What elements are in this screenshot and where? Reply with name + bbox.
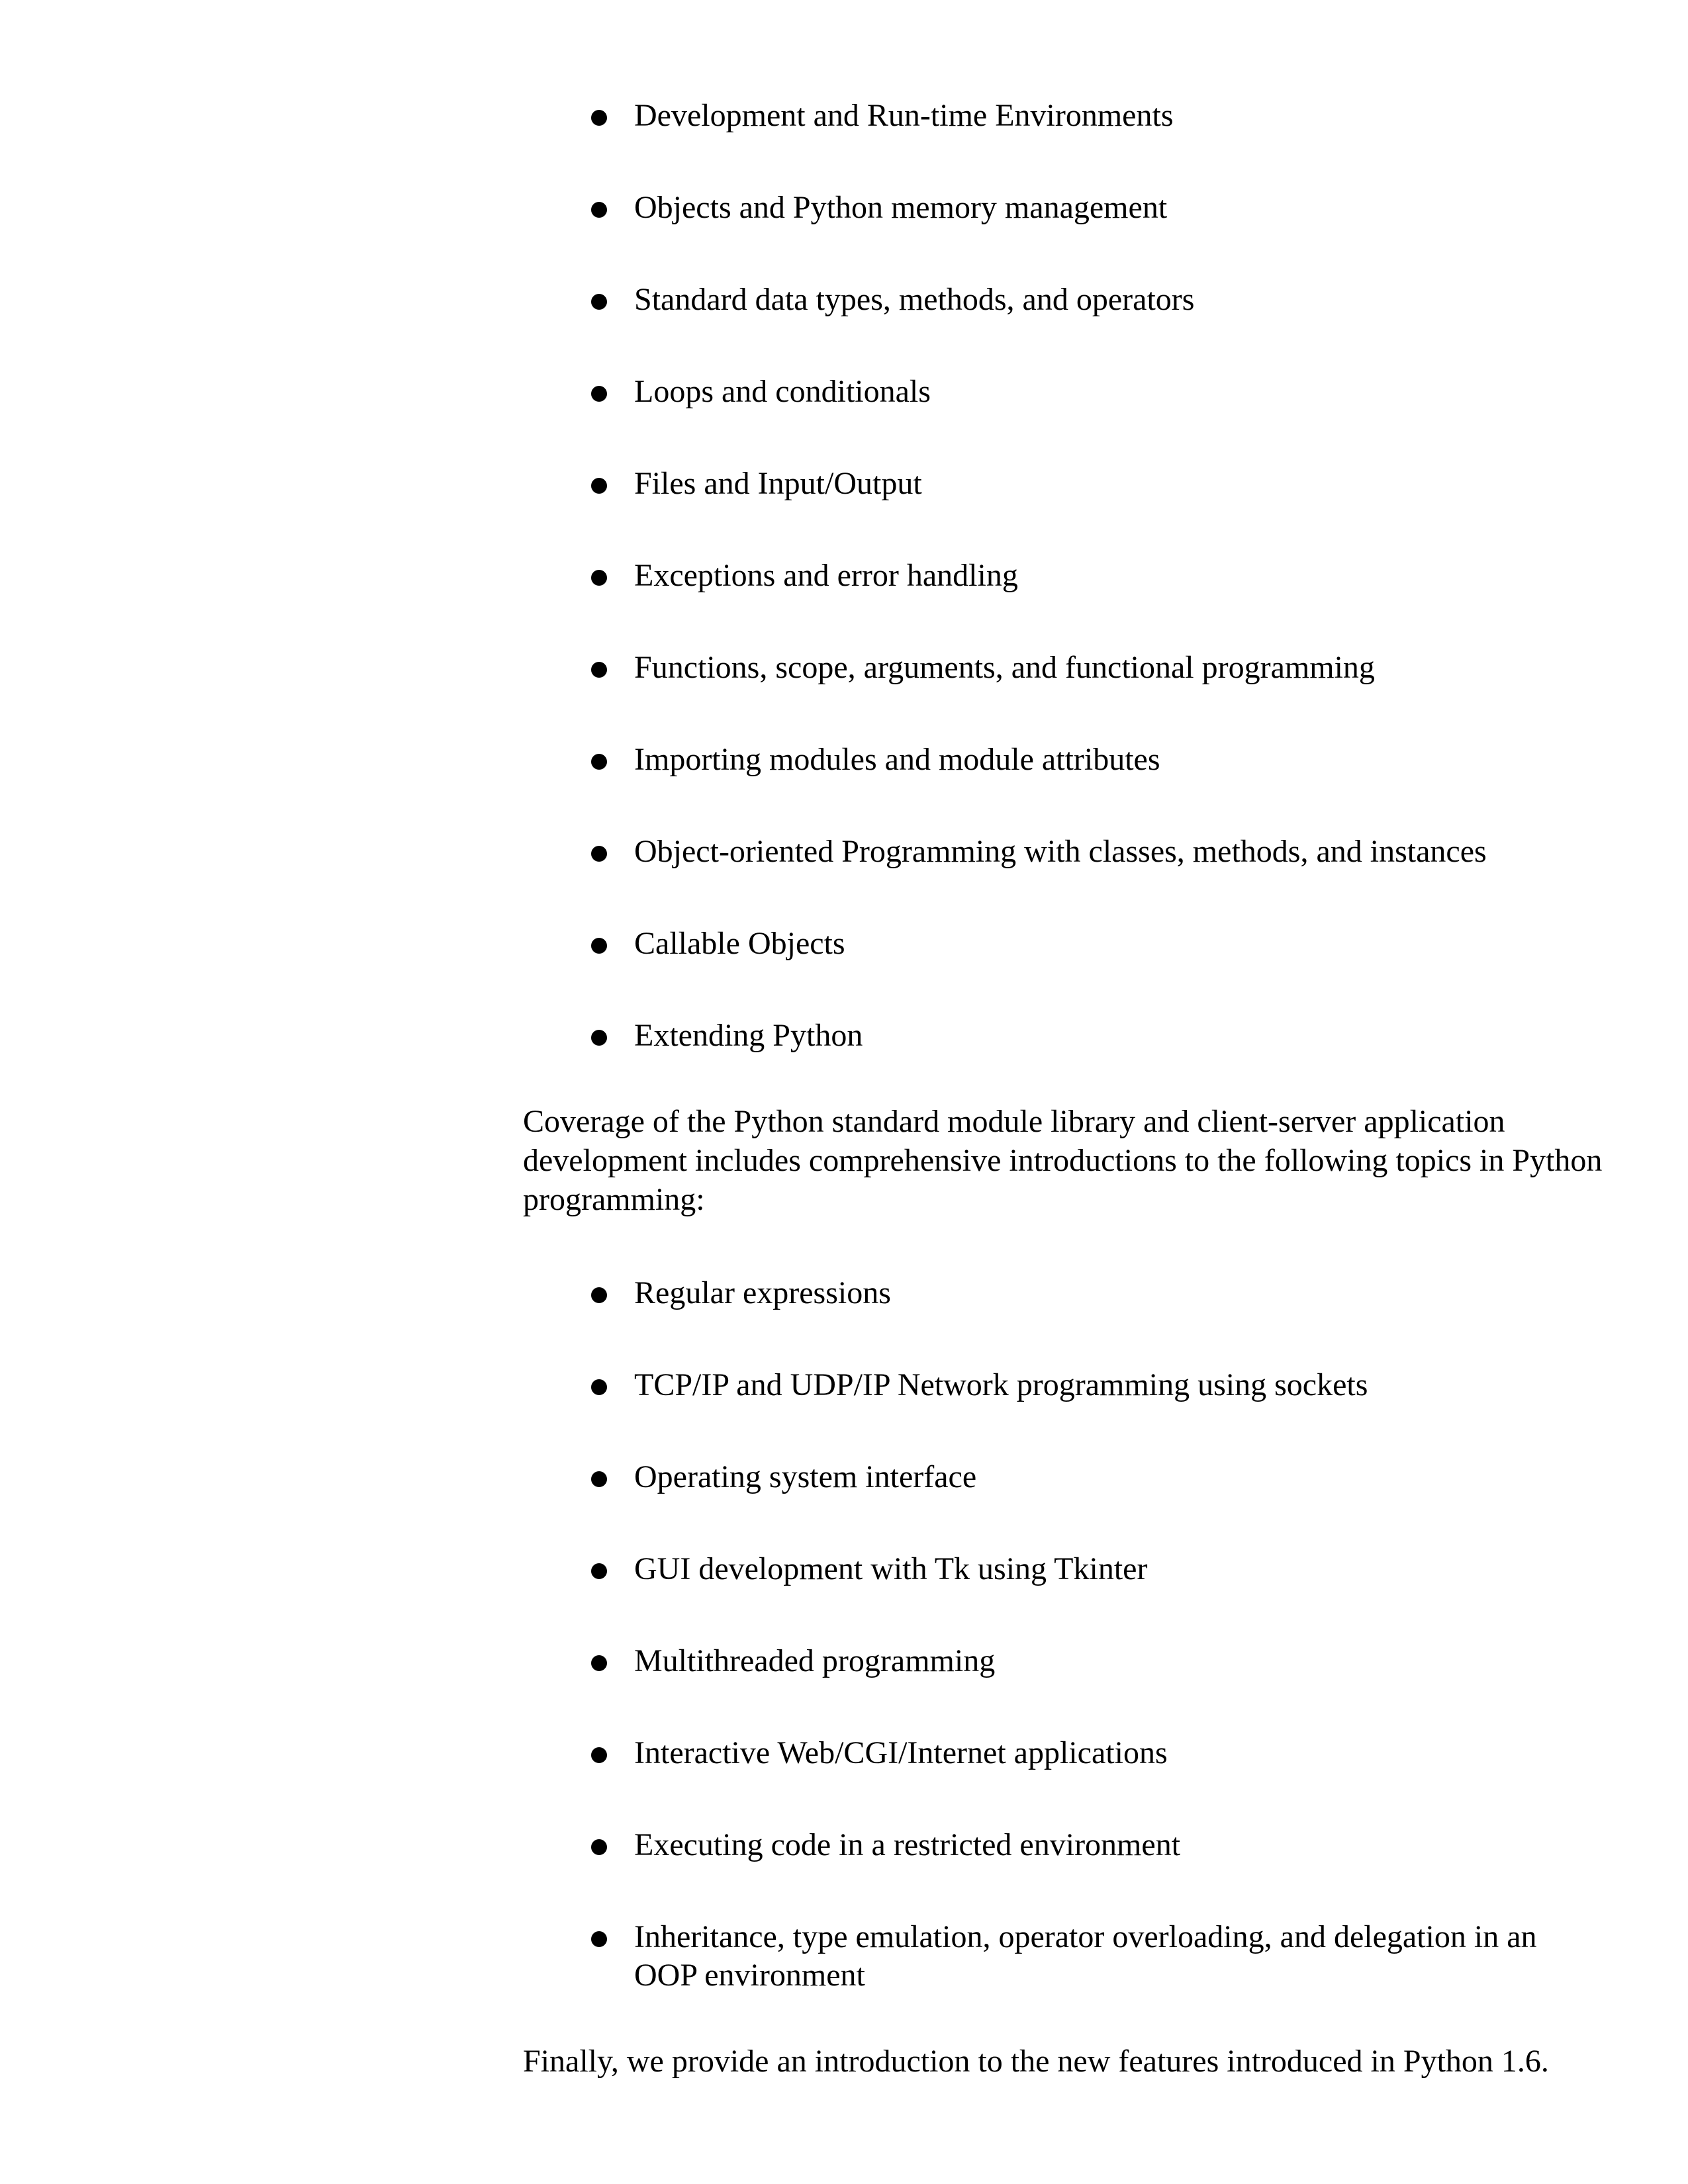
list-item	[0, 189, 1594, 227]
list-item	[0, 1734, 1594, 1772]
list-item-text: GUI development with Tk using Tkinter	[634, 1551, 1148, 1586]
list-item	[0, 1458, 1594, 1496]
list-item-text: Executing code in a restricted environment	[634, 1827, 1181, 1862]
bullet-icon	[591, 110, 607, 126]
list-item	[0, 281, 1594, 319]
list-item-text: Callable Objects	[634, 926, 845, 961]
library-topics-list	[0, 1274, 1594, 2048]
bullet-icon	[591, 1379, 607, 1395]
final-paragraph: Finally, we provide an introduction to the new features introduced in Python 1.6.	[523, 2044, 1549, 2079]
list-item-text: Objects and Python memory management	[634, 190, 1168, 225]
list-item	[0, 925, 1594, 963]
bullet-icon	[591, 202, 607, 218]
list-item-text: Importing modules and module attributes	[634, 742, 1160, 777]
list-item-text: Exceptions and error handling	[634, 558, 1018, 593]
list-item-text: Interactive Web/CGI/Internet applications	[634, 1735, 1168, 1770]
list-item-text: TCP/IP and UDP/IP Network programming using sockets	[634, 1367, 1368, 1402]
list-item-text: Files and Input/Output	[634, 466, 922, 501]
list-item-text: Extending Python	[634, 1018, 863, 1053]
bullet-icon	[591, 386, 607, 402]
list-item	[0, 465, 1594, 503]
bullet-icon	[591, 570, 607, 586]
list-item-text: Development and Run-time Environments	[634, 98, 1174, 133]
bullet-icon	[591, 1747, 607, 1763]
list-item	[0, 1826, 1594, 1864]
bullet-icon	[591, 1030, 607, 1046]
list-item	[0, 741, 1594, 779]
bullet-icon	[591, 846, 607, 862]
list-item	[0, 373, 1594, 411]
list-item	[0, 649, 1594, 687]
list-item-text: Multithreaded programming	[634, 1643, 996, 1678]
bullet-icon	[591, 662, 607, 678]
list-item	[0, 833, 1594, 871]
bullet-icon	[591, 1287, 607, 1303]
bullet-icon	[591, 938, 607, 954]
list-item	[0, 557, 1594, 595]
list-item-text: Functions, scope, arguments, and functional programming	[634, 650, 1375, 685]
list-item-text: Object-oriented Programming with classes, methods, and instances	[634, 834, 1487, 869]
bullet-icon	[591, 1471, 607, 1487]
list-item-text: Loops and conditionals	[634, 374, 931, 409]
bullet-icon	[591, 1563, 607, 1579]
list-item	[0, 1274, 1594, 1312]
list-item-text: Standard data types, methods, and operators	[634, 282, 1195, 317]
bullet-icon	[591, 1655, 607, 1671]
list-item	[0, 1550, 1594, 1588]
bullet-icon	[591, 1839, 607, 1855]
list-item-text: Operating system interface	[634, 1459, 977, 1494]
bullet-icon	[591, 1931, 607, 1947]
core-topics-list	[0, 97, 1594, 1109]
list-item	[0, 97, 1594, 135]
bullet-icon	[591, 294, 607, 310]
list-item	[0, 1642, 1594, 1680]
bullet-icon	[591, 754, 607, 770]
list-item-text: Inheritance, type emulation, operator overloading, and delegation in an OOP environment	[634, 1919, 1537, 1993]
list-item	[0, 1366, 1594, 1404]
bullet-icon	[591, 478, 607, 494]
coverage-paragraph: Coverage of the Python standard module library and client-server application development includes comprehensive introductions to the following topics in Python programming:	[523, 1104, 1603, 1217]
list-item-text: Regular expressions	[634, 1275, 891, 1310]
list-item	[0, 1017, 1594, 1055]
list-item	[0, 1918, 1594, 1995]
